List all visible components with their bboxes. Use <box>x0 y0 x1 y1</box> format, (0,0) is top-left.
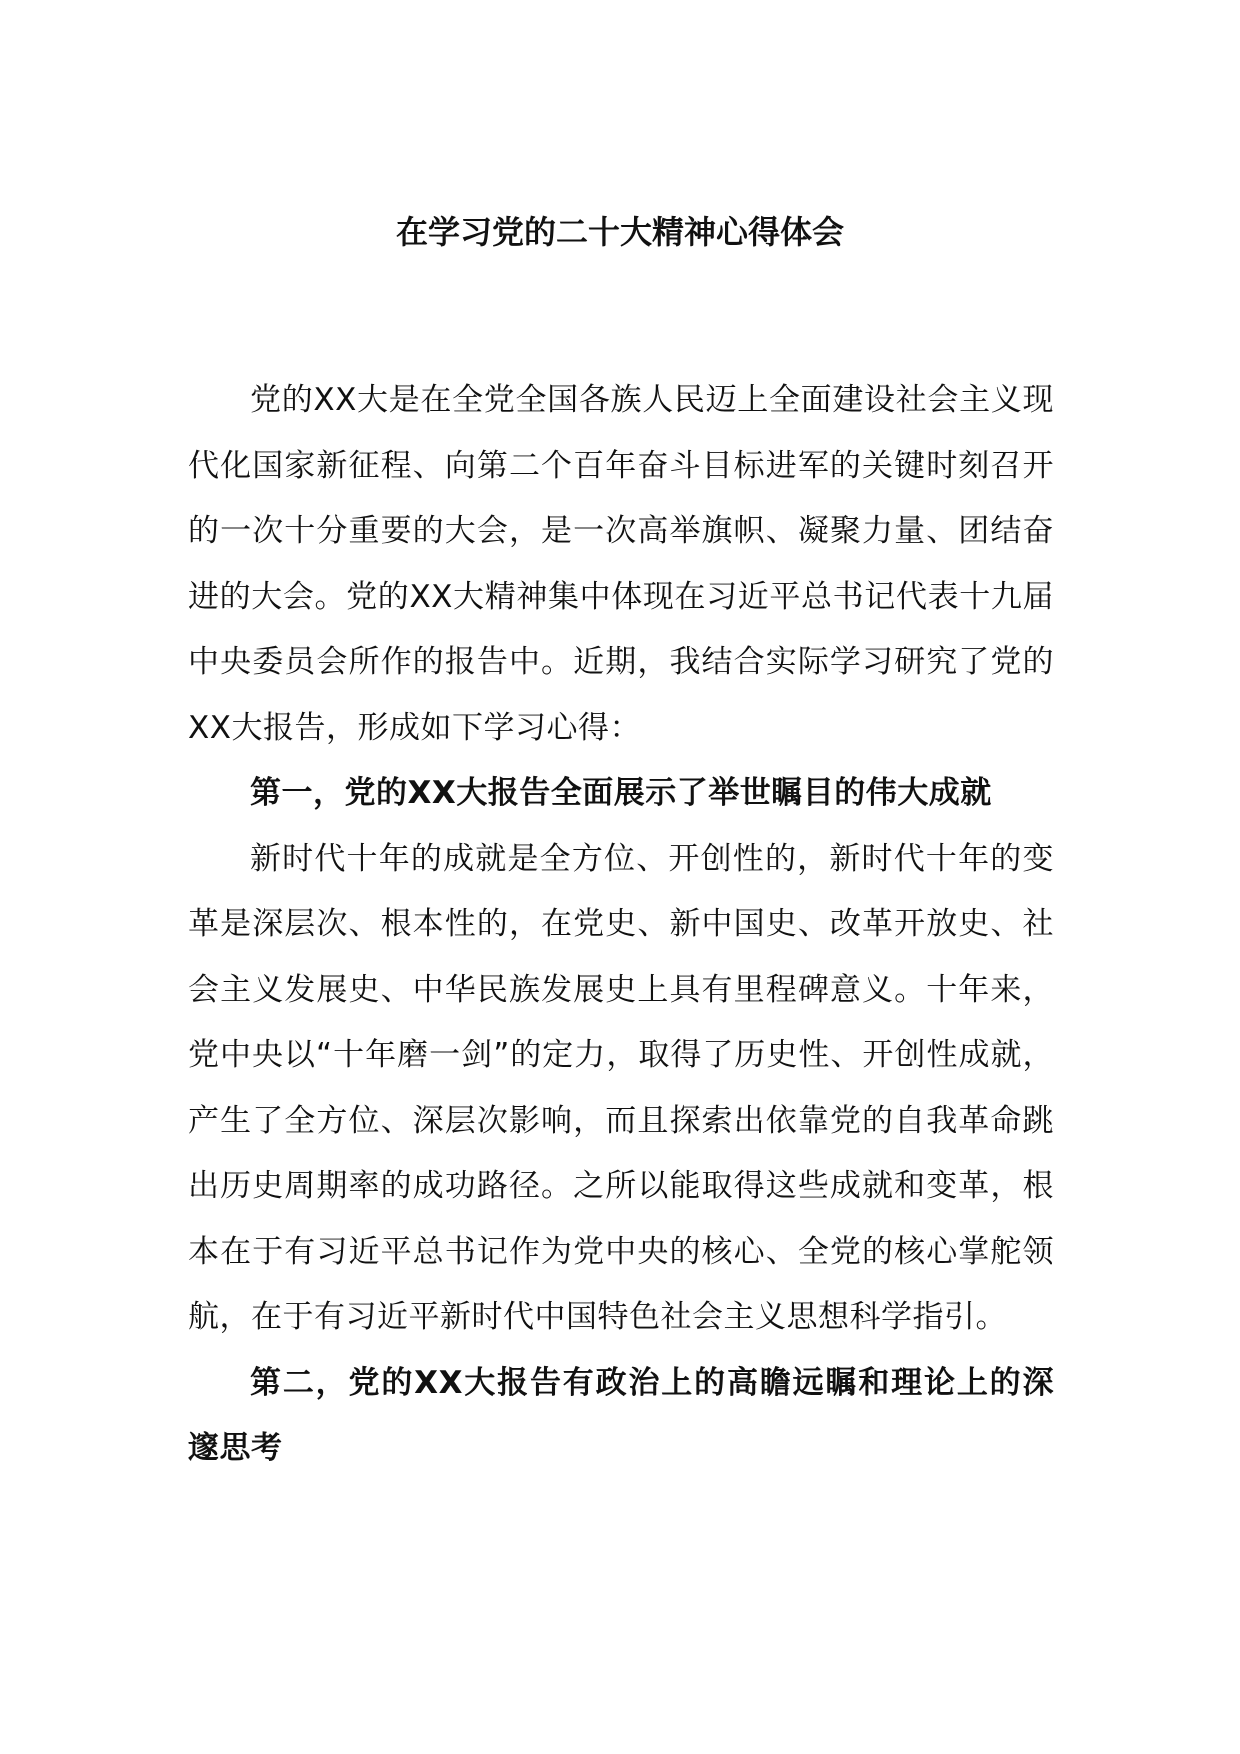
document-body <box>188 368 1054 1482</box>
section-paragraph-1: 新时代十年的成就是全方位、开创性的，新时代十年的变革是深层次、根本性的，在党史、新中国史、改革开放史、社会主义发展史、中华民族发展史上具有里程碑意义。十年来，党中央以“十年磨一剑”的定力，取得了历史性、开创性成就，产生了全方位、深层次影响，而且探索出依靠党的自我革命跳出历史周期率的成功路径。之所以能取得这些成就和变革，根本在于有习近平总书记作为党中央的核心、全党的核心掌舵领航，在于有习近平新时代中国特色社会主义思想科学指引。 <box>188 840 1054 1335</box>
section-heading-1: 第一，党的XX大报告全面展示了举世瞩目的伟大成就 <box>250 775 992 811</box>
section-heading-2: 第二，党的XX大报告有政治上的高瞻远瞩和理论上的深邃思考 <box>188 1364 1054 1466</box>
document-title: 在学习党的二十大精神心得体会 <box>395 213 844 251</box>
intro-paragraph: 党的XX大是在全党全国各族人民迈上全面建设社会主义现代化国家新征程、向第二个百年奋斗目标进军的关键时刻召开的一次十分重要的大会，是一次高举旗帜、凝聚力量、团结奋进的大会。党的XX大精神集中体现在习近平总书记代表十九届中央委员会所作的报告中。近期，我结合实际学习研究了党的XX大报告，形成如下学习心得： <box>188 382 1054 746</box>
